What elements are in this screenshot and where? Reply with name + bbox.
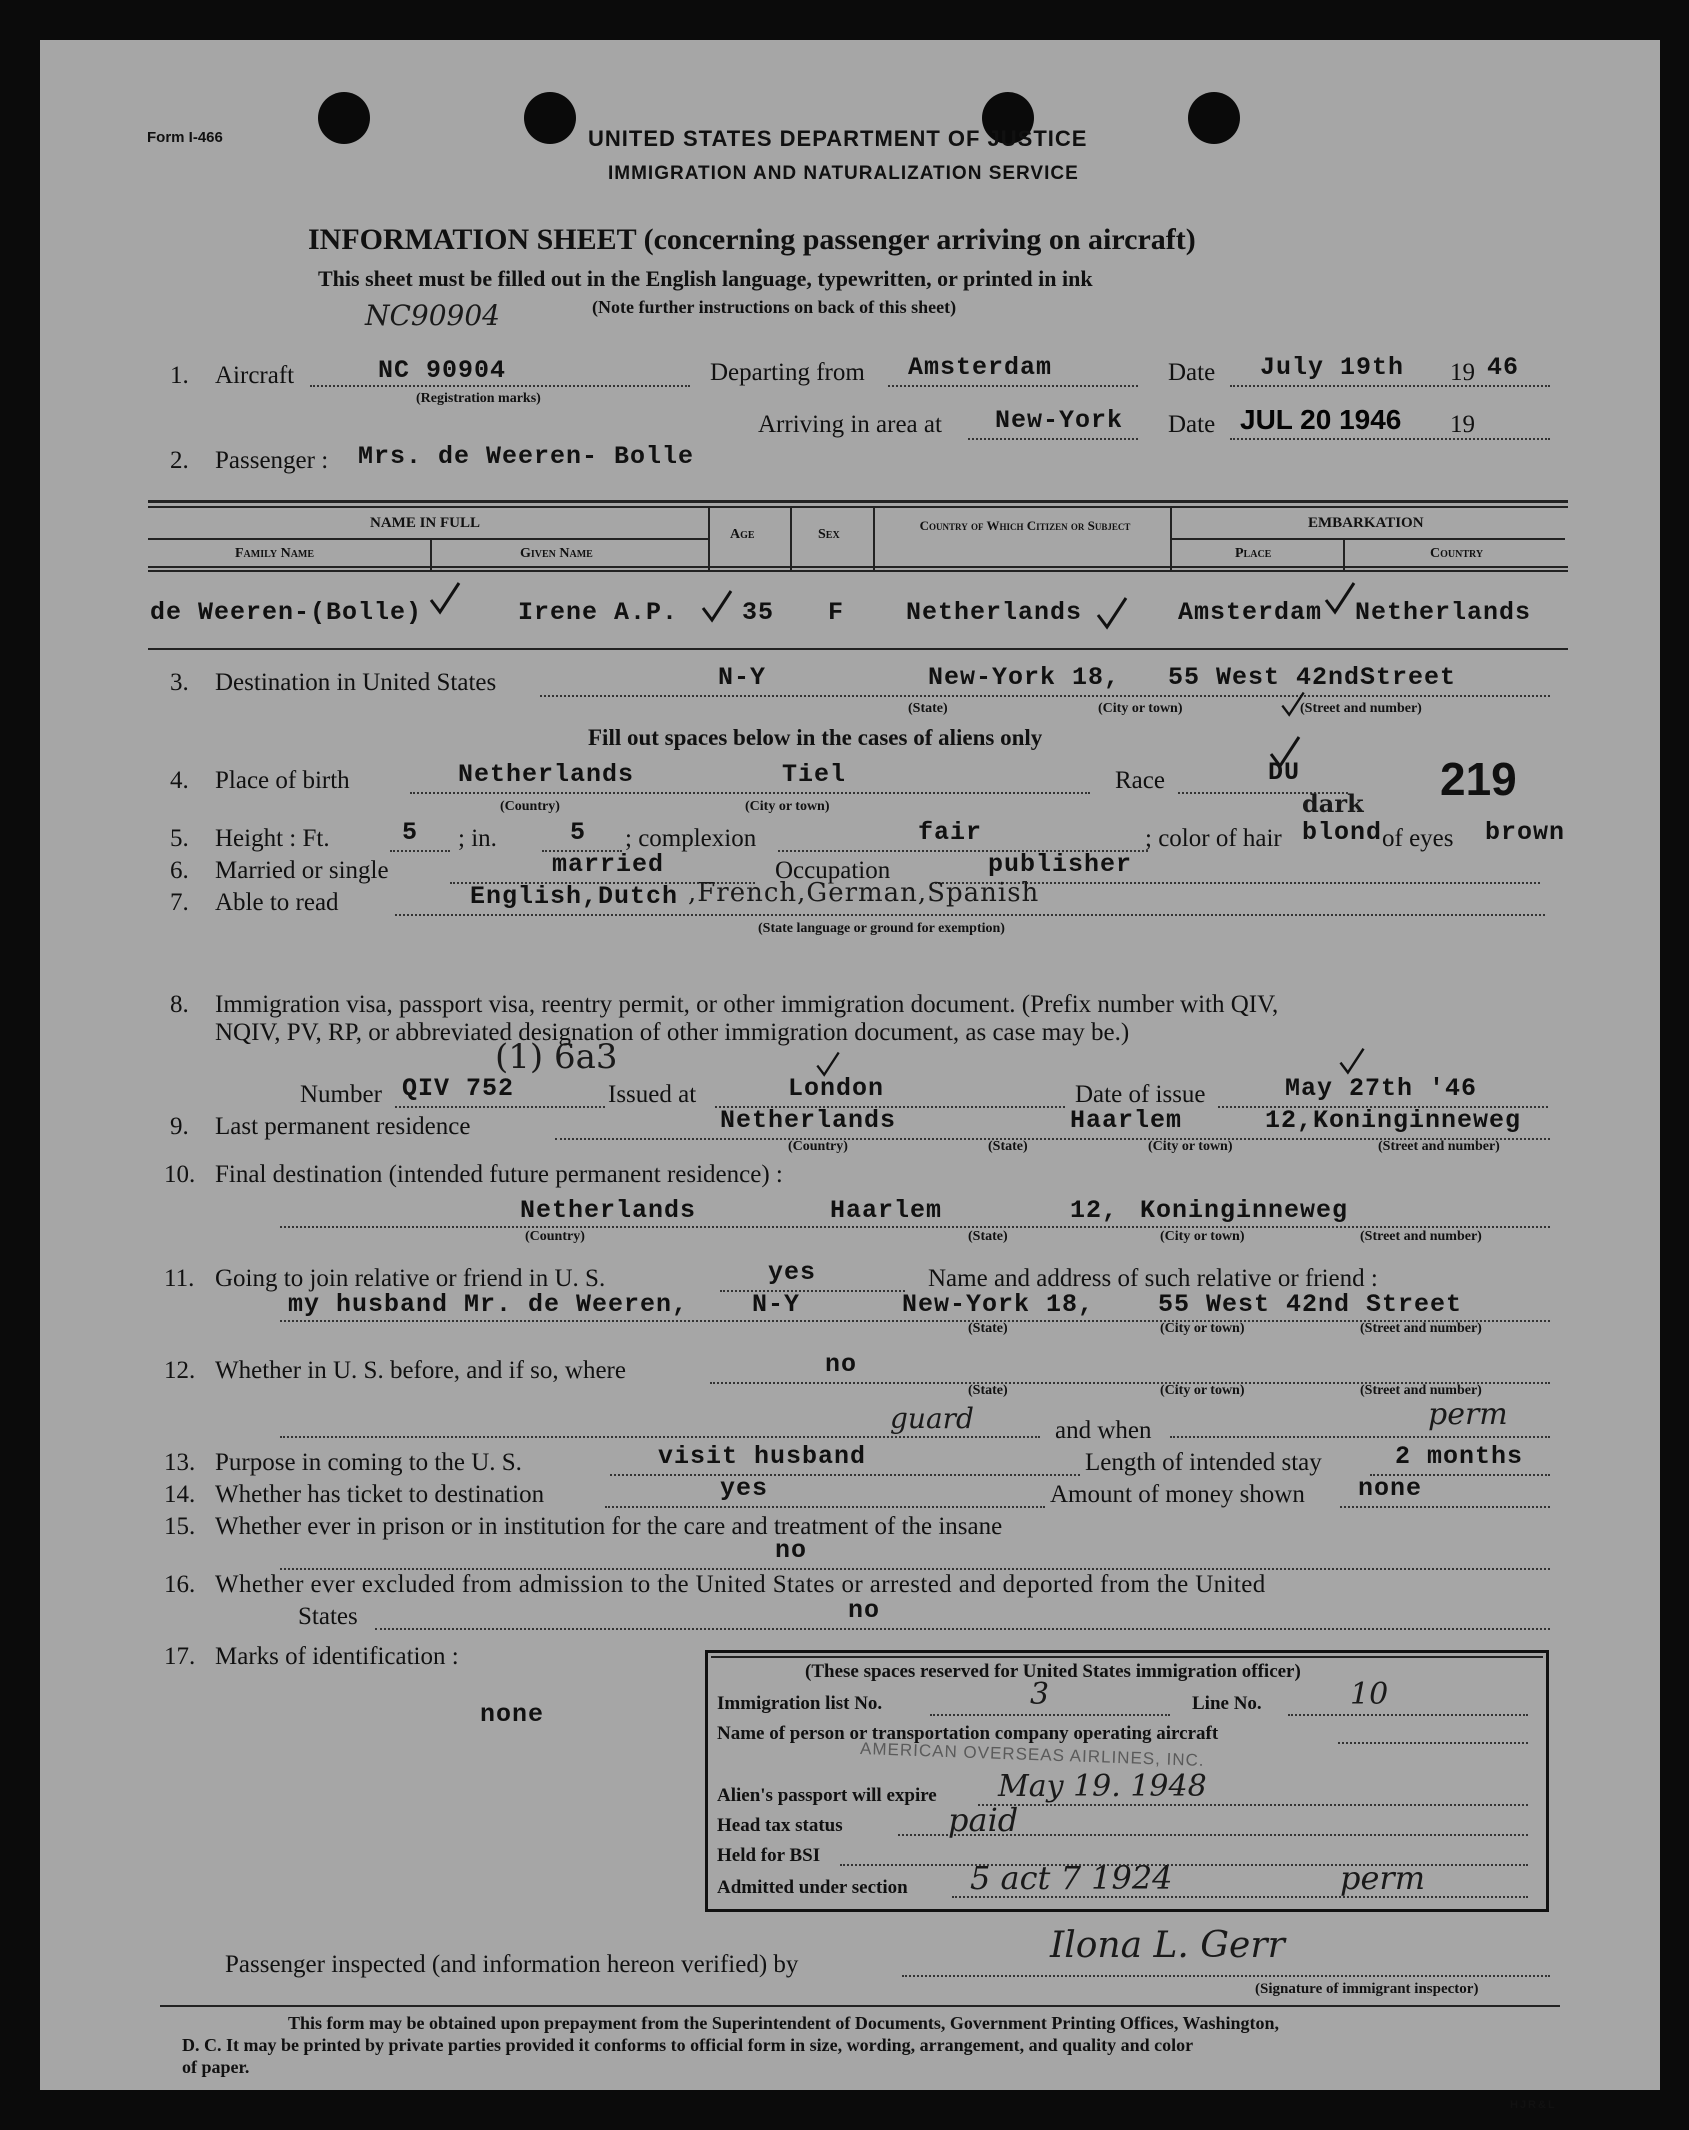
dotted-line xyxy=(375,1628,1550,1630)
table-rule xyxy=(148,566,1568,568)
table-rule xyxy=(1170,538,1565,540)
caption-city: (City or town) xyxy=(745,799,830,814)
excluded-value: no xyxy=(848,1596,881,1625)
relative-who: my husband Mr. de Weeren, xyxy=(288,1290,689,1319)
table-rule xyxy=(148,648,1568,650)
dotted-line xyxy=(1230,438,1550,440)
document-sheet xyxy=(40,40,1660,2111)
footer-line-2: D. C. It may be printed by private parties provided it conforms to official form in size, wording, arrangement, and quality and color xyxy=(182,2035,1194,2055)
residence-state: Haarlem xyxy=(1070,1106,1183,1135)
printer-code: HJR&L xyxy=(1510,2099,1557,2111)
residence-label: Last permanent residence xyxy=(215,1113,471,1140)
col-name-in-full: NAME IN FULL xyxy=(370,515,481,531)
final-label: Final destination (intended future permanent residence) : xyxy=(215,1161,783,1188)
marks-label: Marks of identification : xyxy=(215,1643,459,1670)
dotted-line xyxy=(395,1106,605,1108)
item-number: 2. xyxy=(170,447,189,474)
race-value: DU xyxy=(1268,758,1301,787)
item-number: 13. xyxy=(164,1449,196,1476)
birth-country: Netherlands xyxy=(458,760,635,789)
when-label: and when xyxy=(1055,1417,1152,1444)
dotted-line xyxy=(605,1506,1045,1508)
date-value: July 19th xyxy=(1260,353,1405,382)
footer-line-1: This form may be obtained upon prepayment from the Superintendent of Documents, Government Printing Offices, Washington, xyxy=(288,2013,1280,2033)
excluded-label: Whether ever excluded from admission to the United States or arrested and deported from the United xyxy=(215,1571,1266,1598)
visa-date-label: Date of issue xyxy=(1075,1081,1206,1108)
passport-value: May 19. 1948 xyxy=(998,1769,1207,1804)
item-number: 3. xyxy=(170,669,189,696)
ticket-value: yes xyxy=(720,1474,769,1503)
relative-value: yes xyxy=(768,1258,817,1287)
date2-year-print: 19 xyxy=(1450,411,1475,438)
table-rule xyxy=(873,506,875,570)
caption-state: (State) xyxy=(968,1229,1008,1244)
complexion-label: ; complexion xyxy=(625,825,757,852)
caption-country: (Country) xyxy=(500,799,560,814)
form-note: (Note further instructions on back of this sheet) xyxy=(592,297,957,317)
item-number: 10. xyxy=(164,1161,196,1188)
caption-street: (Street and number) xyxy=(1360,1229,1482,1244)
dotted-line xyxy=(280,1226,1550,1228)
caption-city: (City or town) xyxy=(1098,701,1183,716)
purpose-value: visit husband xyxy=(658,1442,867,1471)
read-value-typed: English,Dutch xyxy=(470,882,679,911)
date2-label: Date xyxy=(1168,411,1216,438)
relative-city: New-York 18, xyxy=(902,1290,1095,1319)
eyes-value: brown xyxy=(1485,818,1566,847)
final-country: Netherlands xyxy=(520,1196,697,1225)
dotted-line xyxy=(968,438,1138,440)
table-rule xyxy=(430,538,432,570)
departing-value: Amsterdam xyxy=(908,353,1053,382)
dotted-line xyxy=(1338,1742,1528,1744)
dotted-line xyxy=(610,1474,1080,1476)
item-number: 7. xyxy=(170,889,189,916)
visa-issued-label: Issued at xyxy=(608,1081,697,1108)
relative-label: Going to join relative or friend in U. S. xyxy=(215,1265,606,1292)
caption-street: (Street and number) xyxy=(1378,1139,1500,1154)
date2-stamp: JUL 20 1946 xyxy=(1240,404,1402,435)
before-label: Whether in U. S. before, and if so, where xyxy=(215,1357,626,1384)
col-family-name: Family Name xyxy=(235,546,315,561)
caption-street: (Street and number) xyxy=(1360,1321,1482,1336)
inspected-label: Passenger inspected (and information hereon verified) by xyxy=(225,1951,799,1978)
excluded-label-2: States xyxy=(298,1603,358,1630)
row-place: Amsterdam xyxy=(1178,598,1323,627)
caption-state: (State) xyxy=(908,701,948,716)
birth-city: Tiel xyxy=(782,760,847,789)
list-no-value: 3 xyxy=(1030,1677,1050,1712)
punch-hole xyxy=(318,92,370,144)
relative-name-label: Name and address of such relative or friend : xyxy=(928,1265,1378,1292)
handwritten-registration: NC90904 xyxy=(365,299,500,332)
birth-label: Place of birth xyxy=(215,767,350,794)
date-label: Date xyxy=(1168,359,1216,386)
dotted-line xyxy=(280,1568,1550,1570)
before-value: no xyxy=(825,1350,858,1379)
dotted-line xyxy=(540,695,1550,697)
row-age: 35 xyxy=(742,598,775,627)
dotted-line xyxy=(978,1804,1528,1806)
checkmark-icon xyxy=(428,580,462,616)
box-rule xyxy=(711,1656,1543,1658)
relative-street: 55 West 42nd Street xyxy=(1158,1290,1463,1319)
hair-value: blond xyxy=(1302,818,1383,847)
dotted-line xyxy=(930,1714,1170,1716)
service-title: IMMIGRATION AND NATURALIZATION SERVICE xyxy=(608,163,1079,184)
officer-box-heading: (These spaces reserved for United States immigration officer) xyxy=(805,1661,1301,1682)
visa-hand-note: (1) 6a3 xyxy=(495,1037,618,1077)
destination-city: New-York 18, xyxy=(928,663,1121,692)
item-number: 9. xyxy=(170,1113,189,1140)
dotted-line xyxy=(720,1290,905,1292)
table-rule xyxy=(1170,506,1172,570)
dotted-line xyxy=(310,385,690,387)
visa-number-label: Number xyxy=(300,1081,382,1108)
read-label: Able to read xyxy=(215,889,339,916)
passport-label: Alien's passport will expire xyxy=(717,1785,937,1806)
col-place: Place xyxy=(1235,546,1272,561)
row-sex: F xyxy=(828,598,845,627)
stay-value: 2 months xyxy=(1395,1442,1524,1471)
dotted-line xyxy=(1170,1436,1550,1438)
punch-hole xyxy=(524,92,576,144)
table-rule xyxy=(148,500,1568,503)
table-rule xyxy=(148,538,708,540)
money-label: Amount of money shown xyxy=(1050,1481,1305,1508)
col-age: Age xyxy=(730,527,755,542)
stamp-number: 219 xyxy=(1440,753,1517,805)
marks-value: none xyxy=(480,1700,545,1729)
eyes-label: of eyes xyxy=(1382,825,1454,852)
dotted-line xyxy=(390,850,450,852)
table-rule xyxy=(148,506,1568,508)
checkmark-icon xyxy=(815,1050,841,1078)
stay-label: Length of intended stay xyxy=(1085,1449,1322,1476)
checkmark-icon xyxy=(1280,690,1306,718)
arriving-value: New-York xyxy=(995,406,1124,435)
tax-value: paid xyxy=(948,1801,1019,1839)
visa-text-line2: NQIV, PV, RP, or abbreviated designation of other immigration document, as case may be.) xyxy=(215,1019,1130,1046)
company-label: Name of person or transportation company operating aircraft xyxy=(717,1723,1219,1744)
caption-country: (Country) xyxy=(788,1139,848,1154)
caption-state: (State) xyxy=(968,1321,1008,1336)
admitted-extra: perm xyxy=(1340,1859,1426,1897)
table-rule xyxy=(790,506,792,570)
form-number: Form I-466 xyxy=(147,129,223,146)
residence-street: 12,Koninginneweg xyxy=(1265,1106,1522,1135)
item-number: 11. xyxy=(164,1265,195,1292)
destination-street: 55 West 42ndStreet xyxy=(1168,663,1457,692)
item-number: 12. xyxy=(164,1357,196,1384)
punch-hole xyxy=(1188,92,1240,144)
item-number: 17. xyxy=(164,1643,196,1670)
table-rule xyxy=(148,570,1568,572)
read-caption: (State language or ground for exemption) xyxy=(758,921,1005,936)
caption-city: (City or town) xyxy=(1160,1321,1245,1336)
dotted-line xyxy=(888,385,1138,387)
height-label: Height : Ft. xyxy=(215,825,330,852)
visa-date-value: May 27th '46 xyxy=(1285,1074,1478,1103)
aliens-heading: Fill out spaces below in the cases of aliens only xyxy=(588,725,1043,750)
final-city: 12, xyxy=(1070,1196,1119,1225)
col-given-name: Given Name xyxy=(520,546,593,561)
passenger-label: Passenger : xyxy=(215,447,329,474)
residence-country: Netherlands xyxy=(720,1106,897,1135)
read-value-hand: ,French,German,Spanish xyxy=(688,878,1040,908)
line-no-value: 10 xyxy=(1350,1677,1389,1712)
line-no-label: Line No. xyxy=(1192,1693,1262,1714)
dotted-line xyxy=(395,914,1545,916)
money-value: none xyxy=(1358,1474,1423,1503)
prison-value: no xyxy=(775,1536,808,1565)
occupation-label: Occupation xyxy=(775,857,891,884)
passenger-value: Mrs. de Weeren- Bolle xyxy=(358,442,695,471)
occupation-value: publisher xyxy=(988,850,1133,879)
row-citizen: Netherlands xyxy=(906,598,1083,627)
prison-label: Whether ever in prison or in institution for the care and treatment of the insane xyxy=(215,1513,1003,1540)
caption-city: (City or town) xyxy=(1160,1229,1245,1244)
admitted-label: Admitted under section xyxy=(717,1877,908,1898)
checkmark-icon xyxy=(1095,595,1129,631)
admitted-value: 5 act 7 1924 xyxy=(970,1859,1173,1897)
tax-label: Head tax status xyxy=(717,1815,843,1836)
dotted-line xyxy=(1288,1714,1528,1716)
complexion-value: fair xyxy=(918,818,983,847)
caption-state: (State) xyxy=(988,1139,1028,1154)
col-embarkation: EMBARKATION xyxy=(1308,515,1424,531)
caption-state: (State) xyxy=(968,1383,1008,1398)
form-title: INFORMATION SHEET (concerning passenger arriving on aircraft) xyxy=(308,223,1196,256)
before-hand-perm: perm xyxy=(1428,1397,1508,1432)
table-rule xyxy=(708,506,710,570)
col-sex: Sex xyxy=(818,527,840,542)
form-subtitle: This sheet must be filled out in the English language, typewritten, or printed in ink xyxy=(318,266,1093,291)
before-hand-guard: guard xyxy=(890,1402,974,1435)
caption-street: (Street and number) xyxy=(1300,701,1422,716)
visa-number-value: QIV 752 xyxy=(402,1074,515,1103)
col-country: Country xyxy=(1430,546,1484,561)
inspector-signature: Ilona L. Gerr xyxy=(1050,1925,1285,1966)
checkmark-icon xyxy=(1323,580,1357,616)
company-stamp: AMERICAN OVERSEAS AIRLINES, INC. xyxy=(859,1738,1205,1771)
caption-city: (City or town) xyxy=(1148,1139,1233,1154)
caption-city: (City or town) xyxy=(1160,1383,1245,1398)
item-number: 5. xyxy=(170,825,189,852)
purpose-label: Purpose in coming to the U. S. xyxy=(215,1449,522,1476)
checkmark-icon xyxy=(700,588,734,624)
checkmark-icon xyxy=(1338,1046,1366,1076)
dotted-line xyxy=(1230,385,1550,387)
destination-state: N-Y xyxy=(718,663,767,692)
aircraft-label: Aircraft xyxy=(215,362,295,389)
year-value: 46 xyxy=(1487,353,1520,382)
year-prefix: 19 xyxy=(1450,359,1475,386)
registration-caption: (Registration marks) xyxy=(416,391,541,406)
item-number: 6. xyxy=(170,857,189,884)
ticket-label: Whether has ticket to destination xyxy=(215,1481,545,1508)
footer-rule xyxy=(160,2005,1560,2007)
dotted-line xyxy=(1340,1506,1550,1508)
item-number: 8. xyxy=(170,991,189,1018)
married-value: married xyxy=(552,850,665,879)
height-in-label: ; in. xyxy=(458,825,497,852)
row-given: Irene A.P. xyxy=(518,598,679,627)
item-number: 1. xyxy=(170,362,189,389)
bsi-label: Held for BSI xyxy=(717,1845,821,1866)
aircraft-value: NC 90904 xyxy=(378,356,507,385)
item-number: 4. xyxy=(170,767,189,794)
caption-country: (Country) xyxy=(525,1229,585,1244)
departing-label: Departing from xyxy=(710,359,865,386)
row-family: de Weeren-(Bolle) xyxy=(150,598,423,627)
hair-correction: dark xyxy=(1302,789,1364,818)
height-ft: 5 xyxy=(402,818,419,847)
dotted-line xyxy=(280,1436,1040,1438)
item-number: 14. xyxy=(164,1481,196,1508)
item-number: 15. xyxy=(164,1513,196,1540)
height-in: 5 xyxy=(570,818,587,847)
caption-street: (Street and number) xyxy=(1360,1383,1482,1398)
race-label: Race xyxy=(1115,767,1165,794)
item-number: 16. xyxy=(164,1571,196,1598)
col-country-citizen: Country of Which Citizen or Subject xyxy=(919,518,1131,533)
footer-line-3: of paper. xyxy=(182,2057,250,2077)
final-street: Koninginneweg xyxy=(1140,1196,1349,1225)
signature-caption: (Signature of immigrant inspector) xyxy=(1255,1981,1479,1997)
arriving-label: Arriving in area at xyxy=(758,411,942,438)
hair-label: ; color of hair xyxy=(1145,825,1282,852)
dotted-line xyxy=(902,1975,1550,1977)
final-state: Haarlem xyxy=(830,1196,943,1225)
destination-label: Destination in United States xyxy=(215,669,497,696)
visa-issued-value: London xyxy=(788,1074,885,1103)
visa-text-line1: Immigration visa, passport visa, reentry permit, or other immigration document. (Prefix number with QIV, xyxy=(215,991,1279,1018)
list-no-label: Immigration list No. xyxy=(717,1693,883,1714)
married-label: Married or single xyxy=(215,857,389,884)
relative-state: N-Y xyxy=(752,1290,801,1319)
table-rule xyxy=(1343,538,1345,570)
dotted-line xyxy=(410,792,1090,794)
row-country: Netherlands xyxy=(1355,598,1532,627)
department-title: UNITED STATES DEPARTMENT OF JUSTICE xyxy=(588,126,1088,151)
